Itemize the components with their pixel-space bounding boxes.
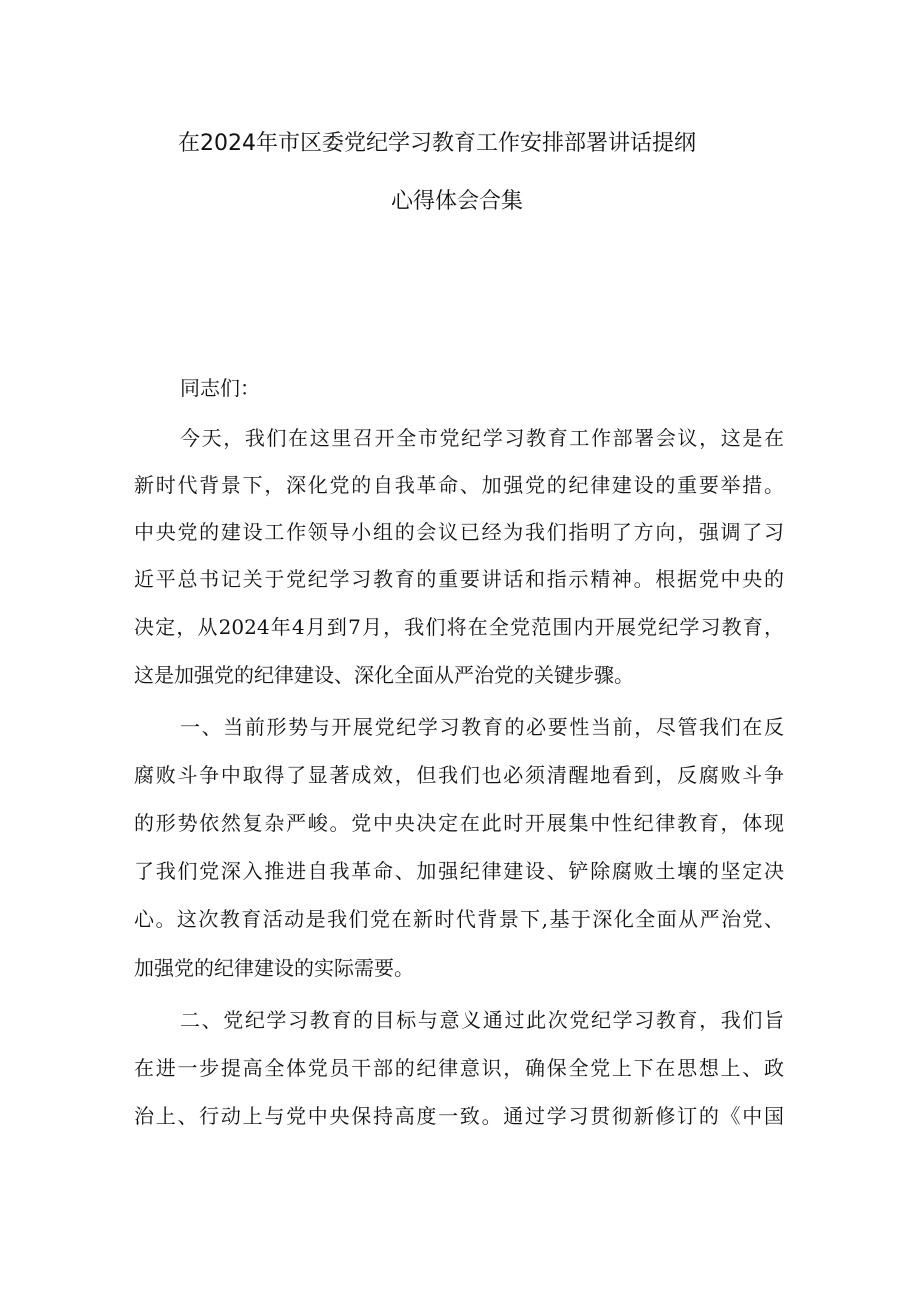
paragraph-2-line-1: 一、当前形势与开展党纪学习教育的必要性当前，尽管我们在反	[180, 715, 784, 739]
paragraph-2-line-6: 加强党的纪律建设的实际需要。	[134, 956, 414, 980]
document-title-line-1: 在2024年市区委党纪学习教育工作安排部署讲话提纲	[178, 131, 696, 156]
paragraph-3-line-3: 治上、行动上与党中央保持高度一致。通过学习贯彻新修订的《中国	[134, 1104, 784, 1128]
paragraph-2-line-3: 的形势依然复杂严峻。党中央决定在此时开展集中性纪律教育，体现	[134, 811, 784, 835]
paragraph-3-line-1: 二、党纪学习教育的目标与意义通过此次党纪学习教育，我们旨	[180, 1008, 784, 1032]
paragraph-1-line-5: 决定，从2024年4月到7月，我们将在全党范围内开展党纪学习教育，	[134, 615, 784, 639]
paragraph-1-line-1: 今天，我们在这里召开全市党纪学习教育工作部署会议，这是在	[180, 426, 784, 450]
paragraph-3-line-2: 在进一步提高全体党员干部的纪律意识，确保全党上下在思想上、政	[134, 1056, 784, 1080]
document-title-line-2: 心得体会合集	[391, 189, 524, 214]
greeting: 同志们：	[180, 376, 260, 400]
paragraph-1-line-2: 新时代背景下，深化党的自我革命、加强党的纪律建设的重要举措。	[134, 473, 784, 497]
paragraph-2-line-4: 了我们党深入推进自我革命、加强纪律建设、铲除腐败土壤的坚定决	[134, 859, 784, 883]
paragraph-1-line-6: 这是加强党的纪律建设、深化全面从严治党的关键步骤。	[134, 663, 634, 687]
paragraph-2-line-2: 腐败斗争中取得了显著成效，但我们也必须清醒地看到，反腐败斗争	[134, 763, 784, 787]
paragraph-2-line-5: 心。这次教育活动是我们党在新时代背景下,基于深化全面从严治党、	[134, 907, 784, 931]
paragraph-1-line-4: 近平总书记关于党纪学习教育的重要讲话和指示精神。根据党中央的	[134, 567, 784, 591]
paragraph-1-line-3: 中央党的建设工作领导小组的会议已经为我们指明了方向，强调了习	[134, 520, 784, 544]
